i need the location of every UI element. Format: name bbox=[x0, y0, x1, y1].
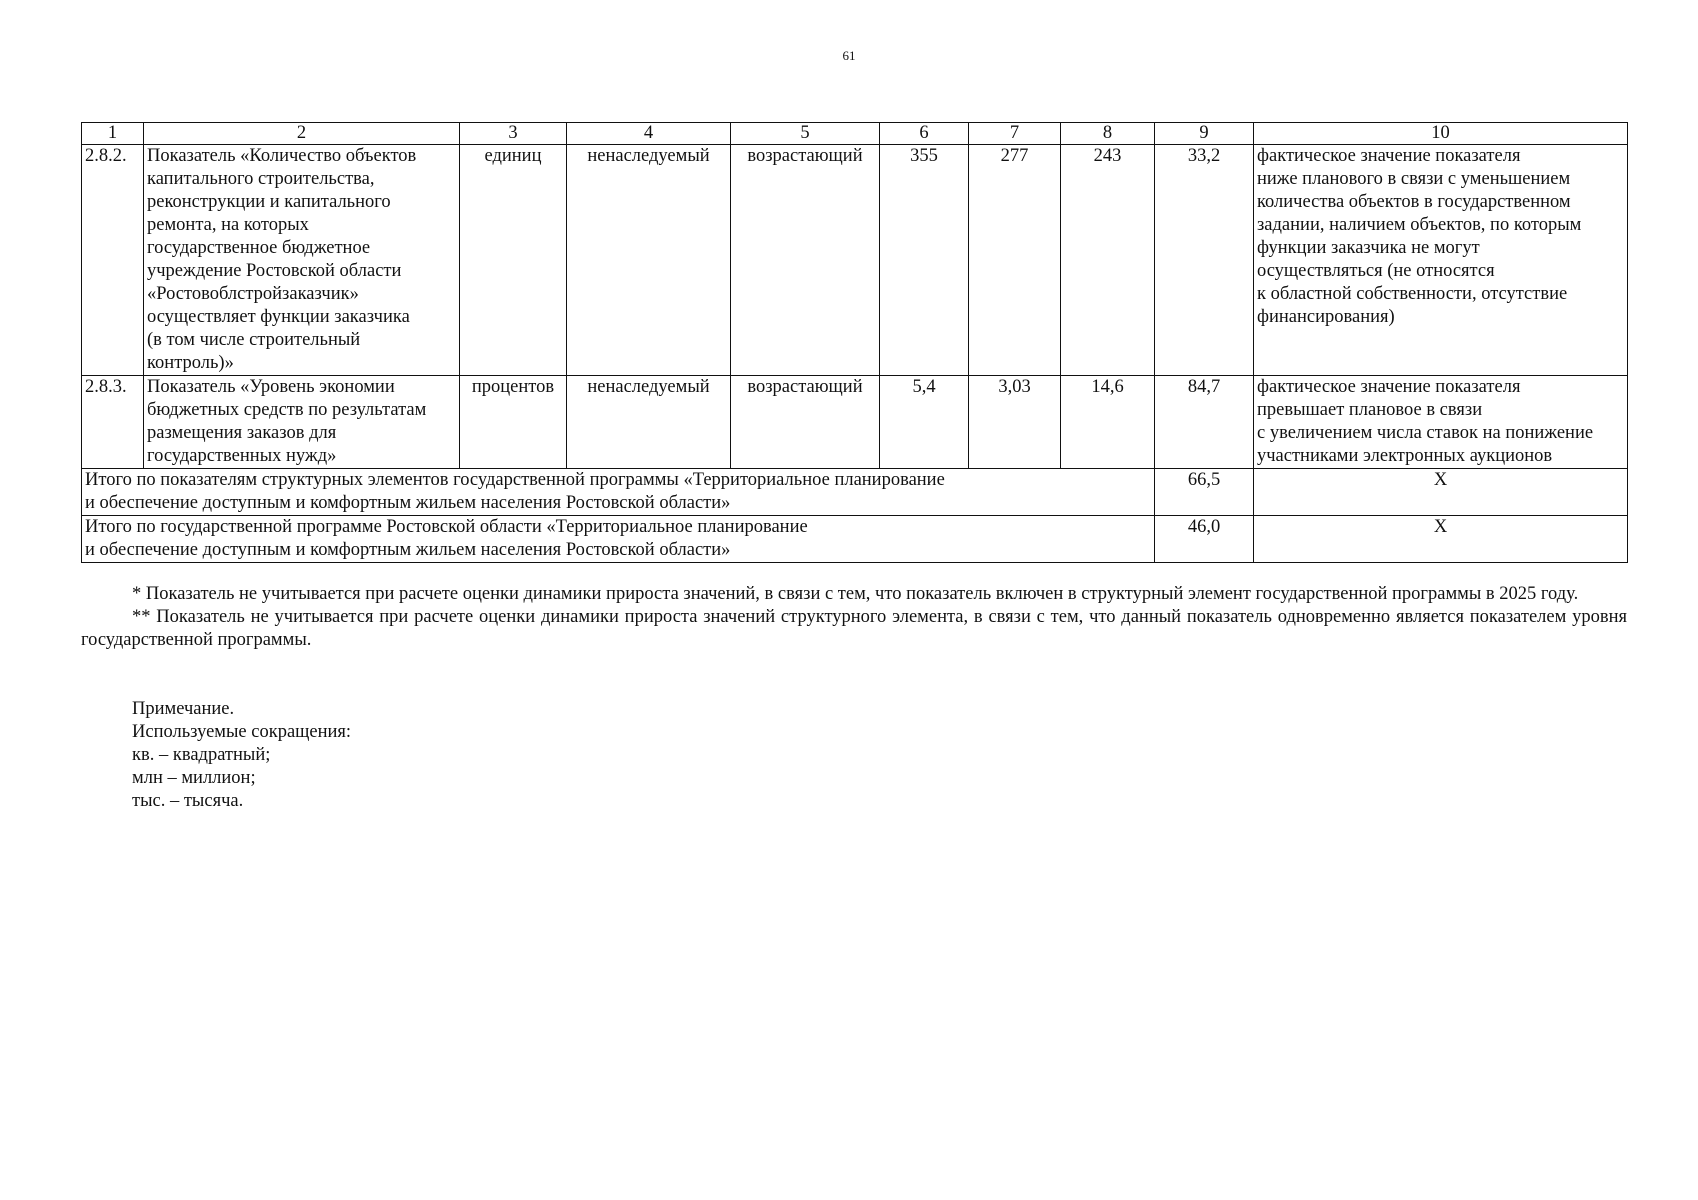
indicator-name: Показатель «Уровень экономии бюджетных средств по результатам размещения заказов для государственных нужд» bbox=[144, 376, 460, 469]
total-mark: Х bbox=[1254, 516, 1628, 563]
value-col-8: 14,6 bbox=[1061, 376, 1155, 469]
note-subtitle: Используемые сокращения: bbox=[132, 722, 352, 742]
indicators-table bbox=[81, 122, 1628, 563]
column-number: 5 bbox=[731, 123, 880, 145]
value-col-9: 33,2 bbox=[1155, 145, 1254, 376]
indicator-unit: единиц bbox=[460, 145, 567, 376]
table-row bbox=[82, 376, 1628, 469]
page-number: 61 bbox=[842, 48, 856, 63]
indicator-type: ненаследуемый bbox=[567, 376, 731, 469]
indicator-unit: процентов bbox=[460, 376, 567, 469]
abbreviations-note bbox=[132, 698, 351, 813]
total-label: Итого по показателям структурных элементов государственной программы «Территориальное планирование и обеспечение доступным и комфортным жильем населения Ростовской области» bbox=[82, 469, 1155, 516]
column-number: 1 bbox=[82, 123, 144, 145]
value-col-7: 277 bbox=[969, 145, 1061, 376]
indicator-direction: возрастающий bbox=[731, 376, 880, 469]
column-number: 3 bbox=[460, 123, 567, 145]
value-col-6: 355 bbox=[880, 145, 969, 376]
column-number: 7 bbox=[969, 123, 1061, 145]
column-number-row bbox=[82, 123, 1628, 145]
total-mark: Х bbox=[1254, 469, 1628, 516]
note-title: Примечание. bbox=[132, 699, 235, 719]
value-col-9: 84,7 bbox=[1155, 376, 1254, 469]
indicator-comment: фактическое значение показателя ниже планового в связи с уменьшением количества объектов в государственном задании, наличием объектов, по которым функции заказчика не могут осуществляться (не относятся к областной собственности, отсутствие финансирования) bbox=[1254, 145, 1628, 376]
footnote: * Показатель не учитывается при расчете оценки динамики прироста значений, в связи с тем, что показатель включен в структурный элемент государственной программы в 2025 году. bbox=[132, 584, 1579, 604]
column-number: 10 bbox=[1254, 123, 1628, 145]
total-row bbox=[82, 516, 1628, 563]
footnotes bbox=[81, 583, 1627, 652]
column-number: 2 bbox=[144, 123, 460, 145]
indicator-code: 2.8.3. bbox=[82, 376, 144, 469]
indicator-name: Показатель «Количество объектов капитального строительства, реконструкции и капитального ремонта, на которых государственное бюджетное учреждение Ростовской области «Ростовоблстройзаказчик» осуществляет функции заказчика (в том числе строительный контроль)» bbox=[144, 145, 460, 376]
value-col-7: 3,03 bbox=[969, 376, 1061, 469]
total-value: 66,5 bbox=[1155, 469, 1254, 516]
footnote: ** Показатель не учитывается при расчете оценки динамики прироста значений структурного элемента, в связи с тем, что данный показатель одновременно является показателем уровня государственной программы. bbox=[81, 607, 1627, 650]
abbreviation-item: млн – миллион; bbox=[132, 768, 256, 788]
total-row bbox=[82, 469, 1628, 516]
abbreviation-item: кв. – квадратный; bbox=[132, 745, 271, 765]
column-number: 4 bbox=[567, 123, 731, 145]
column-number: 8 bbox=[1061, 123, 1155, 145]
value-col-6: 5,4 bbox=[880, 376, 969, 469]
column-number: 9 bbox=[1155, 123, 1254, 145]
table-row bbox=[82, 145, 1628, 376]
indicator-comment: фактическое значение показателя превышает плановое в связи с увеличением числа ставок на понижение участниками электронных аукционов bbox=[1254, 376, 1628, 469]
indicator-direction: возрастающий bbox=[731, 145, 880, 376]
indicator-code: 2.8.2. bbox=[82, 145, 144, 376]
column-number: 6 bbox=[880, 123, 969, 145]
total-label: Итого по государственной программе Ростовской области «Территориальное планирование и обеспечение доступным и комфортным жильем населения Ростовской области» bbox=[82, 516, 1155, 563]
value-col-8: 243 bbox=[1061, 145, 1155, 376]
abbreviation-item: тыс. – тысяча. bbox=[132, 791, 244, 811]
total-value: 46,0 bbox=[1155, 516, 1254, 563]
indicator-type: ненаследуемый bbox=[567, 145, 731, 376]
